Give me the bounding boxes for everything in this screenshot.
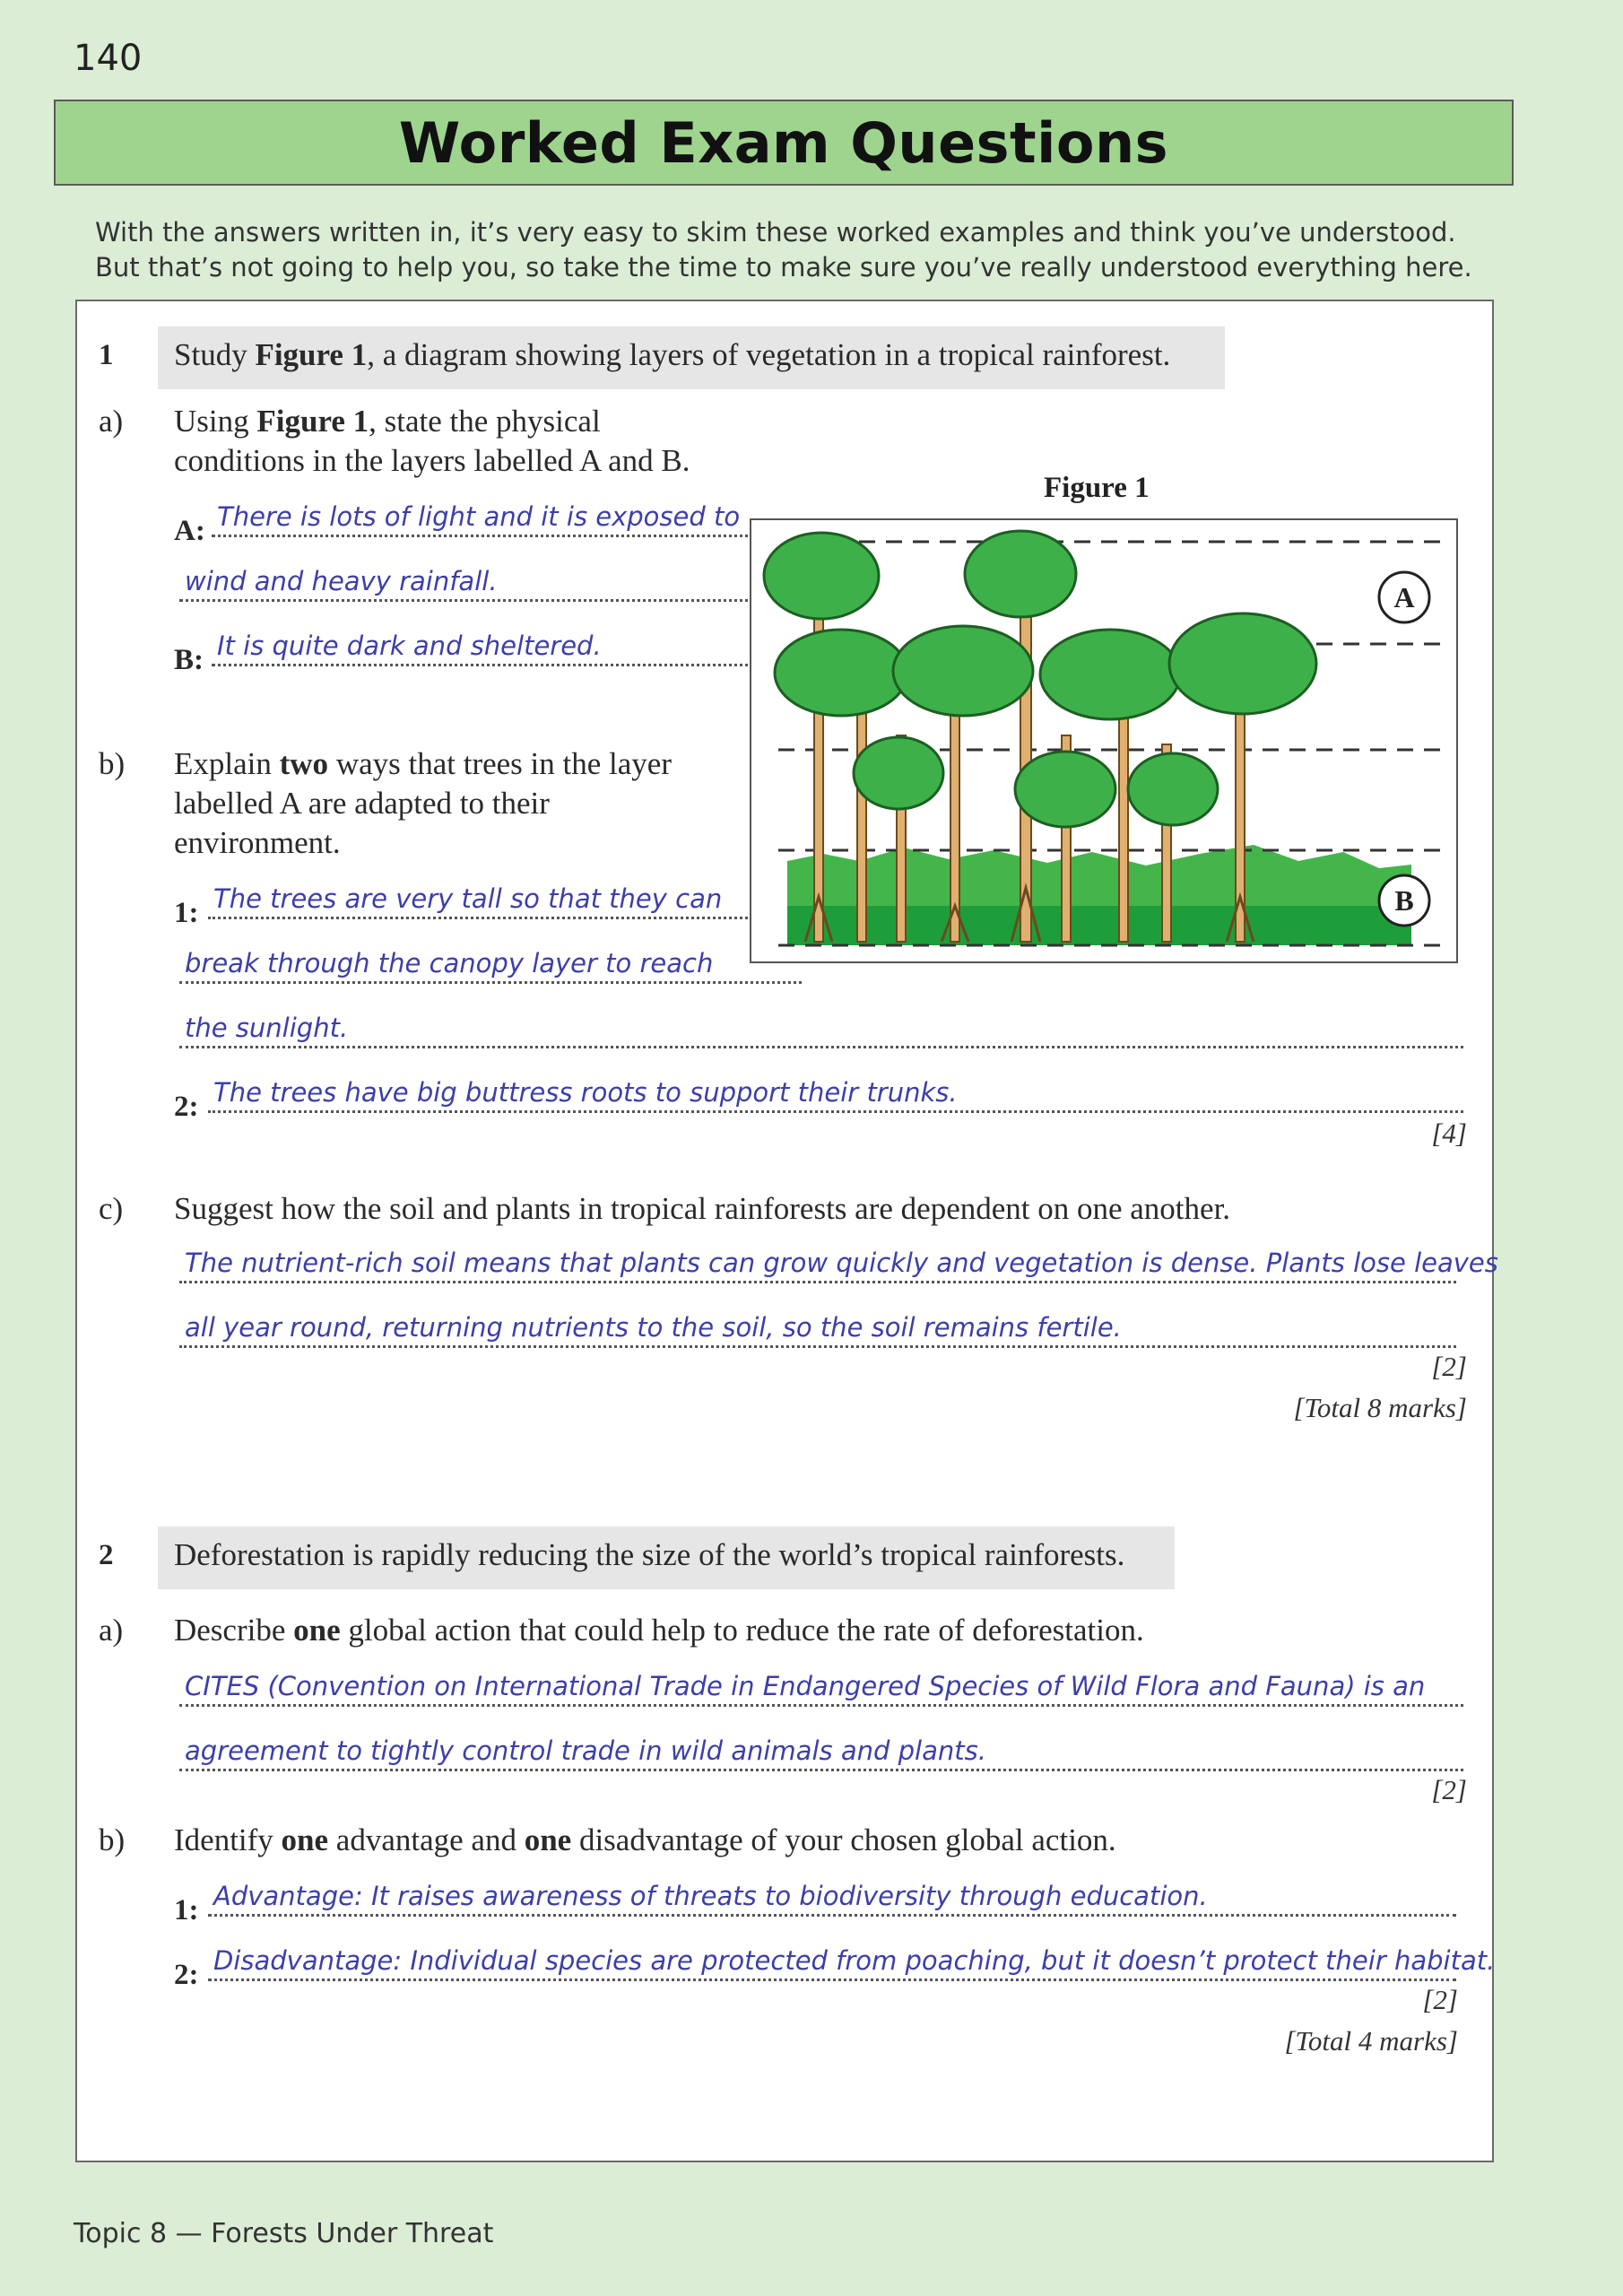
page-number: 140 xyxy=(74,38,143,79)
q1b-answer-1-line1[interactable]: The trees are very tall so that they can xyxy=(208,881,802,919)
figure-1-caption: Figure 1 xyxy=(1044,472,1150,504)
marker-B-text: B xyxy=(1394,884,1414,917)
q1a-label-B: B: xyxy=(174,644,204,676)
intro-line-1: With the answers written in, it’s very easy to skim these worked examples and think you’ve understood. xyxy=(95,217,1456,248)
q1b-answer-1-line2[interactable]: break through the canopy layer to reach xyxy=(179,945,802,984)
q1a-label: a) xyxy=(99,404,124,439)
q1b-label-2: 2: xyxy=(174,1091,199,1123)
q1a-prompt-line1: Using Figure 1, state the physical xyxy=(174,404,601,439)
tree-crowns xyxy=(764,531,1316,827)
forest-floor xyxy=(787,906,1411,945)
q1b-label-1: 1: xyxy=(174,897,199,929)
intro-line-2: But that’s not going to help you, so take the time to make sure you’ve really understood everything here. xyxy=(95,252,1472,283)
q2a-answer-line1[interactable]: CITES (Convention on International Trade in Endangered Species of Wild Flora and Fauna) is an xyxy=(179,1668,1463,1707)
q1-stem-figure-ref: Figure 1 xyxy=(255,337,368,372)
q1a-answer-A-line2[interactable]: wind and heavy rainfall. xyxy=(179,563,793,602)
q2b-prompt: Identify one advantage and one disadvantage of your chosen global action. xyxy=(174,1822,1116,1857)
q1c-marks: [2] xyxy=(1431,1351,1467,1382)
q1b-label: b) xyxy=(99,746,126,781)
q1b-prompt-line1: Explain two ways that trees in the layer xyxy=(174,746,672,781)
q1c-answer-line2[interactable]: all year round, returning nutrients to the soil, so the soil remains fertile. xyxy=(179,1309,1456,1348)
figure-1-rainforest-diagram xyxy=(750,518,1458,963)
q1a-prompt-line2: conditions in the layers labelled A and B. xyxy=(174,443,690,478)
q1-total-marks: [Total 8 marks] xyxy=(1293,1392,1467,1423)
questions-box xyxy=(75,300,1498,2162)
q1b-prompt-line3: environment. xyxy=(174,825,341,860)
marker-A-text: A xyxy=(1393,581,1415,613)
q2a-answer-line2[interactable]: agreement to tightly control trade in wild animals and plants. xyxy=(179,1733,1463,1771)
q2a-marks: [2] xyxy=(1431,1774,1467,1805)
q2-total-marks: [Total 4 marks] xyxy=(1284,2025,1458,2057)
layer-marker-B xyxy=(1379,875,1429,926)
page-footer: Topic 8 — Forests Under Threat xyxy=(74,2218,494,2249)
q2b-answer-2[interactable]: Disadvantage: Individual species are protected from poaching, but it doesn’t protect their habitat. xyxy=(208,1943,1456,1981)
q2b-label: b) xyxy=(99,1822,126,1857)
page-title: Worked Exam Questions xyxy=(398,109,1169,176)
layer-marker-A xyxy=(1379,572,1429,622)
q1-number: 1 xyxy=(99,339,114,371)
q1c-answer-line1[interactable]: The nutrient-rich soil means that plants can grow quickly and vegetation is dense. Plants lose leaves xyxy=(179,1245,1456,1283)
q2a-prompt: Describe one global action that could help to reduce the rate of deforestation. xyxy=(174,1613,1144,1648)
intro-paragraph xyxy=(95,215,1494,285)
q1b-prompt-line2: labelled A are adapted to their xyxy=(174,786,550,821)
q2b-label-2: 2: xyxy=(174,1959,199,1991)
q2b-marks: [2] xyxy=(1422,1984,1458,2015)
q1a-answer-B[interactable]: It is quite dark and sheltered. xyxy=(212,628,793,666)
q1b-answer-1-line3[interactable]: the sunlight. xyxy=(179,1010,1463,1048)
q2b-answer-1[interactable]: Advantage: It raises awareness of threats to biodiversity through education. xyxy=(208,1878,1456,1917)
q2b-label-1: 1: xyxy=(174,1894,199,1926)
q1a-answer-A-line1[interactable]: There is lots of light and it is exposed to xyxy=(212,499,793,537)
q1-stem: Study Figure 1, a diagram showing layers of vegetation in a tropical rainforest. xyxy=(174,337,1171,372)
q2a-label: a) xyxy=(99,1613,124,1648)
q2-stem: Deforestation is rapidly reducing the size of the world’s tropical rainforests. xyxy=(174,1537,1125,1572)
q1c-label: c) xyxy=(99,1191,124,1226)
q1a-label-A: A: xyxy=(174,515,205,547)
rainforest-layers-illustration xyxy=(751,520,1453,958)
title-banner xyxy=(54,100,1514,186)
q1b-marks: [4] xyxy=(1431,1118,1467,1149)
q1c-prompt: Suggest how the soil and plants in tropical rainforests are dependent on one another. xyxy=(174,1191,1231,1226)
q1b-answer-2[interactable]: The trees have big buttress roots to support their trunks. xyxy=(208,1074,1463,1113)
q2-number: 2 xyxy=(99,1539,114,1571)
